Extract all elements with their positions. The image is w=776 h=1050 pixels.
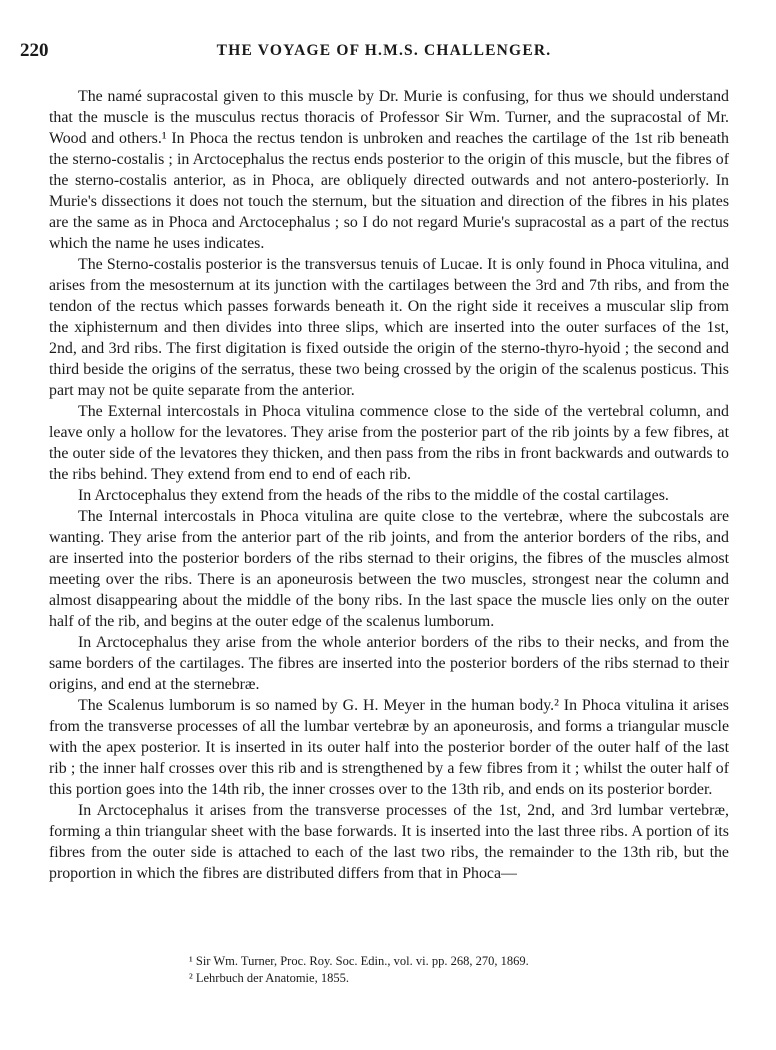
- paragraph-scalenus-lumborum: The Scalenus lumborum is so named by G. H. Meyer in the human body.² In Phoca vitulina it arises from the transverse processes of all the lumbar vertebræ by an aponeurosis, and forms a triangular muscle with the apex posterior. It is inserted in its outer half into the posterior border of the outer half of the last rib ; the inner half crosses over this rib and is strengthened by a few fibres from it ; whilst the outer half of this portion goes into the 14th rib, the inner crosses over to the 13th rib, and ends on its posterior border.: [49, 697, 729, 798]
- running-title: THE VOYAGE OF H.M.S. CHALLENGER.: [216, 42, 552, 59]
- footnotes: [49, 953, 729, 987]
- paragraph-arctocephalus-scalenus: In Arctocephalus it arises from the transverse processes of the 1st, 2nd, and 3rd lumbar vertebræ, forming a thin triangular sheet with the base forwards. It is inserted into the last three ribs. A portion of its fibres from the outer side is attached to each of the last two ribs, the remainder to the 13th rib, but the proportion in which the fibres are distributed differs from that in Phoca—: [49, 802, 729, 882]
- footnote-2: ² Lehrbuch der Anatomie, 1855.: [189, 971, 349, 985]
- page-header: [20, 40, 748, 64]
- paragraph-supracostal: The namé supracostal given to this muscle by Dr. Murie is confusing, for thus we should understand that the muscle is the musculus rectus thoracis of Professor Sir Wm. Turner, and the supracostal of Mr. Wood and others.¹ In Phoca the rectus tendon is unbroken and reaches the cartilage of the 1st rib beneath the sterno-costalis ; in Arctocephalus the rectus ends posterior to the origin of this muscle, but the fibres of the sterno-costalis anterior, as in Phoca, are obliquely directed outwards and not antero-posteriorly. In Murie's dissections it does not touch the sternum, but the situation and direction of the fibres in his plates are the same as in Phoca and Arctocephalus ; so I do not regard Murie's supracostal as a part of the rectus which the name he uses indicates.: [49, 88, 729, 252]
- footnote-1: ¹ Sir Wm. Turner, Proc. Roy. Soc. Edin., vol. vi. pp. 268, 270, 1869.: [189, 954, 529, 968]
- paragraph-arctocephalus-external: In Arctocephalus they extend from the heads of the ribs to the middle of the costal cartilages.: [78, 487, 669, 504]
- body-text: [49, 86, 729, 884]
- paragraph-sterno-costalis: The Sterno-costalis posterior is the transversus tenuis of Lucae. It is only found in Phoca vitulina, and arises from the mesosternum at its junction with the cartilages between the 3rd and 7th ribs, and from the tendon of the rectus which passes forwards beneath it. On the right side it receives a muscular slip from the xiphisternum and then divides into three slips, which are inserted into the outer surfaces of the 1st, 2nd, and 3rd ribs. The first digitation is fixed outside the origin of the sterno-thyro-hyoid ; the second and third beside the origins of the serratus, these two being crossed by the origin of the scalenus posticus. This part may not be quite separate from the anterior.: [49, 256, 729, 399]
- page-number: 220: [20, 40, 49, 61]
- paragraph-internal-intercostals: The Internal intercostals in Phoca vitulina are quite close to the vertebræ, where the subcostals are wanting. They arise from the anterior part of the rib joints, and from the anterior borders of the ribs, and are inserted into the posterior borders of the ribs sternad to their origins, the fibres of the muscles almost meeting over the ribs. There is an aponeurosis between the two muscles, strongest near the column and almost disappearing about the middle of the bony ribs. In the last space the muscle lies only on the outer half of the rib, and begins at the outer edge of the scalenus lumborum.: [49, 508, 729, 630]
- paragraph-arctocephalus-internal: In Arctocephalus they arise from the whole anterior borders of the ribs to their necks, and from the same borders of the cartilages. The fibres are inserted into the posterior borders of the ribs sternad to their origins, and end at the sternebræ.: [49, 634, 729, 693]
- paragraph-external-intercostals: The External intercostals in Phoca vitulina commence close to the side of the vertebral column, and leave only a hollow for the levatores. They arise from the posterior part of the rib joints by a few fibres, at the outer side of the levatores they thicken, and then pass from the ribs in front backwards and outwards to the ribs behind. They extend from end to end of each rib.: [49, 403, 729, 483]
